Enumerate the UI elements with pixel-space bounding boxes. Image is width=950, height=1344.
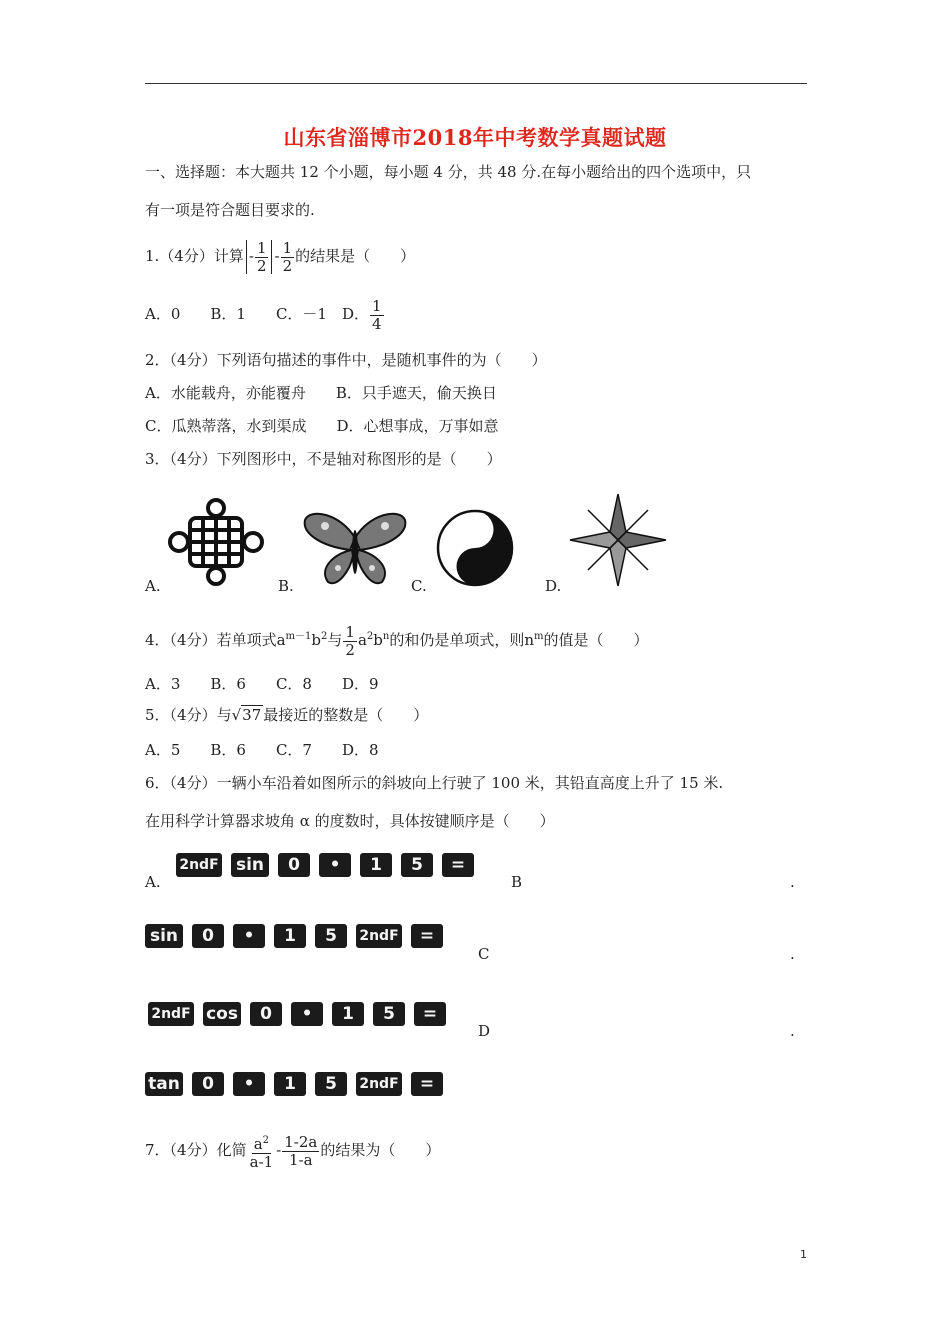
calc-key: 0 (250, 1002, 282, 1026)
key-sequence-b (145, 924, 452, 952)
calc-key: 2ndF (148, 1002, 194, 1026)
calc-key: tan (145, 1072, 183, 1096)
calc-key: = (411, 1072, 443, 1096)
option-b-label: B. (278, 577, 294, 595)
q4-fraction: $\frac{1}{2}$ (345, 622, 355, 659)
question-7: 7．（4分）化简 $\frac{a^2}{a-1}$ - $\frac{1-2a}{1-a}$ 的结果为（ ） (145, 1132, 441, 1171)
q6-dot-3: . (790, 1022, 795, 1040)
section-heading-line1: 一、选择题：本大题共 12 个小题，每小题 4 分，共 48 分.在每小题给出的四个选项中，只 (145, 163, 752, 181)
sqrt-sign-icon: √ (231, 706, 242, 724)
calc-key: 2ndF (356, 924, 402, 948)
yin-yang-figure (435, 508, 515, 588)
calc-key: • (233, 1072, 265, 1096)
document-title: 山东省淄博市2018年中考数学真题试题 (283, 125, 667, 150)
q6-label-c: C (478, 945, 490, 963)
calc-key: = (411, 924, 443, 948)
question-6-line1: 6．（4分）一辆小车沿着如图所示的斜坡向上行驶了 100 米，其铅直高度上升了 15 米. (145, 774, 724, 792)
calc-key: sin (145, 924, 183, 948)
option-d-label: D. (545, 577, 562, 595)
calc-key: 1 (332, 1002, 364, 1026)
q6-dot-1: . (790, 873, 795, 891)
calc-key: 2ndF (356, 1072, 402, 1096)
key-sequence-c (148, 1002, 455, 1030)
calc-key: 5 (315, 924, 347, 948)
q6-label-a: A. (145, 873, 161, 891)
question-2: 2．（4分）下列语句描述的事件中，是随机事件的为（ ） (145, 351, 547, 369)
question-5-options: A．5 B．6 C．7 D．8 (145, 741, 379, 759)
option-a-label: A. (145, 577, 161, 595)
question-5: 5．（4分）与√37 最接近的整数是（ ） (145, 706, 429, 724)
key-sequence-a (176, 853, 483, 881)
question-1-options: A．0 B．1 C．－1 D． $\frac{1}{4}$ (145, 296, 382, 333)
calc-key: = (414, 1002, 446, 1026)
calc-key: • (233, 924, 265, 948)
question-3: 3．（4分）下列图形中，不是轴对称图形的是（ ） (145, 450, 502, 468)
q7-fraction-1: $\frac{a^2}{a-1}$ (248, 1132, 276, 1171)
page-number: 1 (800, 1248, 807, 1261)
q6-label-d: D (478, 1022, 491, 1040)
section-heading-line2: 有一项是符合题目要求的. (145, 201, 315, 219)
calc-key: • (291, 1002, 323, 1026)
question-4: 4．（4分）若单项式$a^{m-1}b^2$与 $\frac{1}{2}$ $a^2b^n$的和仍是单项式，则$n^m$的值是（ ） (145, 622, 649, 659)
calc-key: 1 (274, 924, 306, 948)
calc-key: 5 (315, 1072, 347, 1096)
header-rule (145, 83, 807, 84)
abs-bar-left (246, 240, 247, 274)
question-6-line2: 在用科学计算器求坡角 α 的度数时，具体按键顺序是（ ） (145, 812, 555, 830)
butterfly-figure (300, 508, 410, 588)
question-4-options: A．3 B．6 C．8 D．9 (145, 675, 379, 693)
q1-fraction-2: $\frac{1}{2}$ (282, 238, 293, 275)
question-2-options-cd: C．瓜熟蒂落，水到渠成 D．心想事成，万事如意 (145, 417, 499, 435)
question-2-options-ab: A．水能载舟，亦能覆舟 B．只手遮天，偷天换日 (145, 384, 497, 402)
calc-key: 0 (278, 853, 310, 877)
question-1: 1.（4分）计算 - $\frac{1}{2}$ - $\frac{1}{2}$ 的结果是（ ） (145, 238, 416, 275)
calc-key: = (442, 853, 474, 877)
chinese-knot-figure (168, 498, 264, 586)
calc-key: sin (231, 853, 269, 877)
option-c-label: C. (411, 577, 427, 595)
key-sequence-d (145, 1072, 452, 1100)
calc-key: 1 (274, 1072, 306, 1096)
calc-key: 0 (192, 1072, 224, 1096)
q1-option-d-fraction: $\frac{1}{4}$ (372, 296, 382, 333)
abs-bar-right (271, 240, 272, 274)
calc-key: 5 (401, 853, 433, 877)
calc-key: 5 (373, 1002, 405, 1026)
q6-dot-2: . (790, 945, 795, 963)
calc-key: cos (203, 1002, 241, 1026)
calc-key: • (319, 853, 351, 877)
calc-key: 2ndF (176, 853, 222, 877)
q7-fraction-2: $\frac{1-2a}{1-a}$ (284, 1132, 318, 1169)
calc-key: 1 (360, 853, 392, 877)
q6-label-b: B (511, 873, 523, 891)
compass-star-figure (568, 492, 668, 588)
q1-lead: 1.（4分）计算 (145, 247, 244, 265)
q1-fraction: $\frac{1}{2}$ (256, 238, 267, 275)
calc-key: 0 (192, 924, 224, 948)
